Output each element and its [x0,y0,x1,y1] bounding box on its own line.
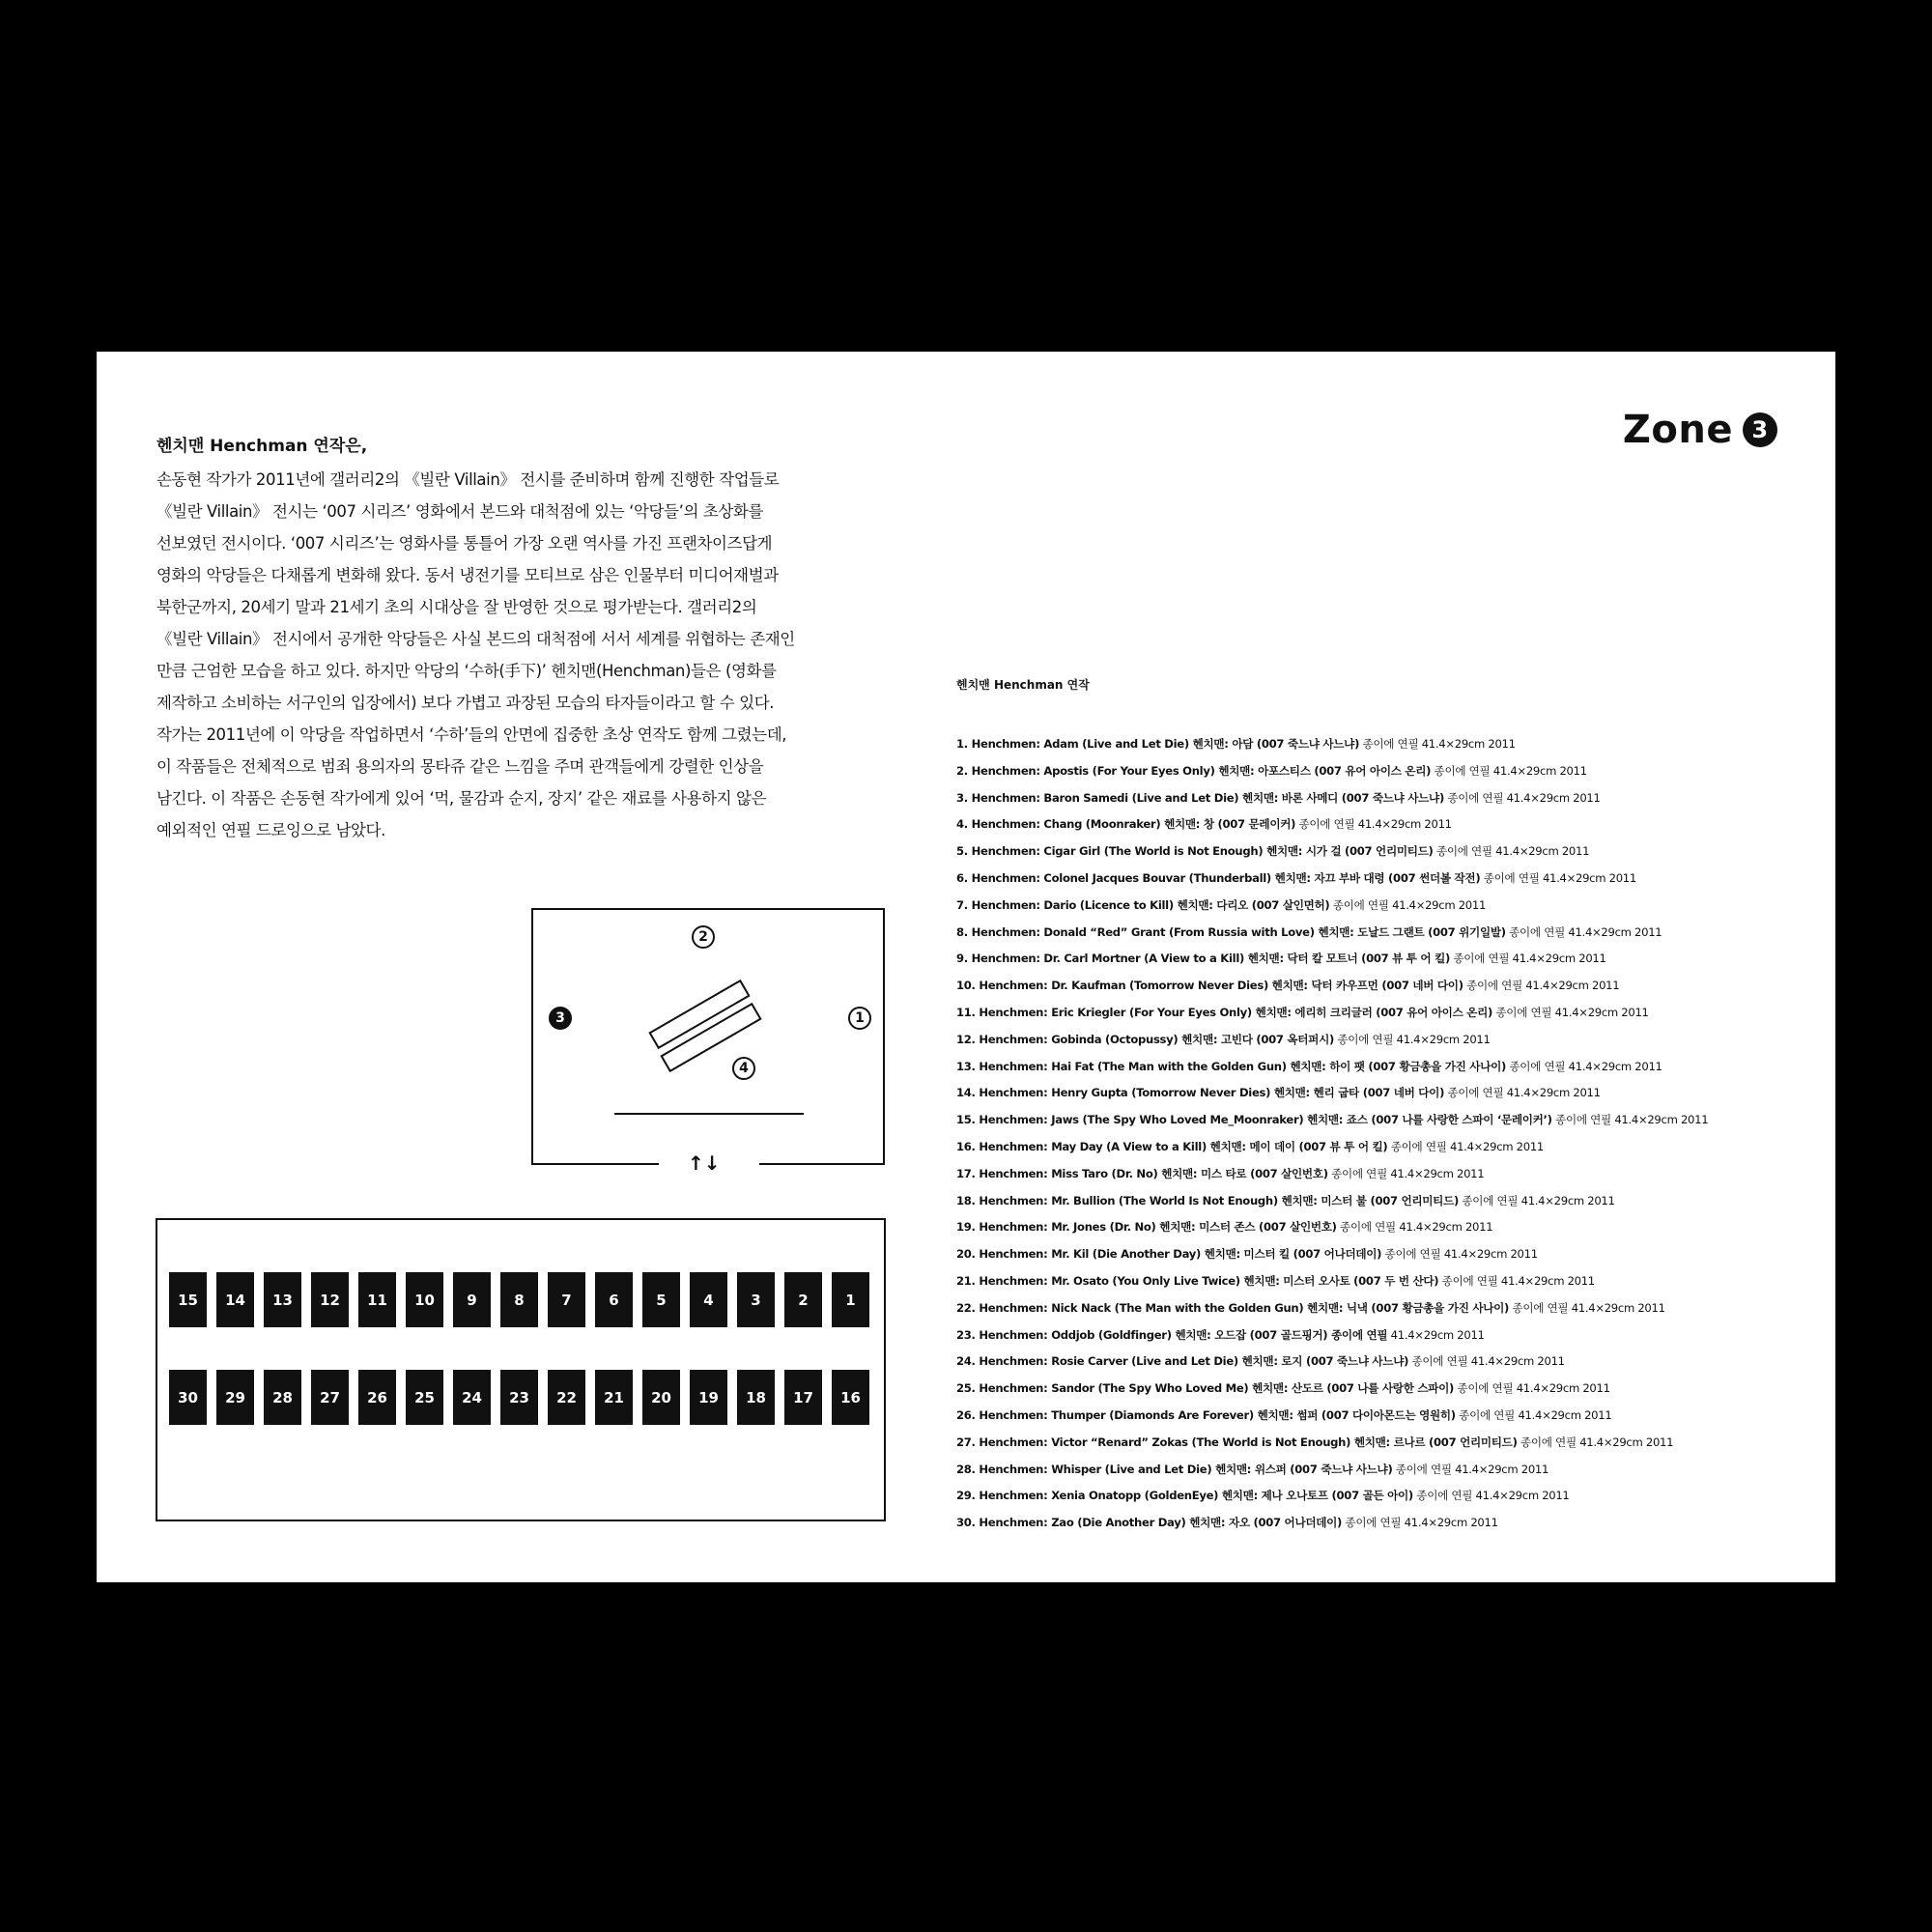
grid-cell: 6 [595,1272,633,1327]
work-title: 6. Henchmen: Colonel Jacques Bouvar (Thunderball) 헨치맨: 자끄 부바 대령 (007 썬더볼 작전) [956,870,1481,885]
grid-cell: 7 [548,1272,585,1327]
list-item [956,1134,1816,1161]
list-item [956,1430,1816,1457]
grid-cell: 9 [453,1272,491,1327]
list-item [956,893,1816,920]
grid-cell: 10 [406,1272,443,1327]
grid-cell: 12 [311,1272,349,1327]
work-title: 15. Henchmen: Jaws (The Spy Who Loved Me_Moonraker) 헨치맨: 죠스 (007 나를 사랑한 스파이 ‘문레이커’) [956,1113,1552,1127]
list-item [956,1295,1816,1322]
work-title: 16. Henchmen: May Day (A View to a Kill) 헨치맨: 메이 데이 (007 뷰 투 어 킬) [956,1139,1388,1153]
work-title: 5. Henchmen: Cigar Girl (The World is Not Enough) 헨치맨: 시가 걸 (007 언리미티드) [956,844,1434,859]
work-detail: 종이에 연필 41.4×29cm 2011 [1381,1247,1538,1262]
grid-row-top [169,1272,869,1327]
work-detail: 종이에 연필 41.4×29cm 2011 [1551,1113,1709,1127]
list-item [956,731,1816,758]
list-item [956,838,1816,866]
list-item [956,785,1816,812]
work-title: 14. Henchmen: Henry Gupta (Tomorrow Never Dies) 헨치맨: 헨리 굽타 (007 네버 다이) [956,1086,1445,1100]
intro-line: 만큼 근엄한 모습을 하고 있다. 하지만 악당의 ‘수하(手下)’ 헨치맨(Henchman)들은 (영화를 [156,662,777,680]
floor-marker-4: 4 [732,1057,755,1080]
grid-cell: 29 [216,1370,254,1425]
list-item [956,1268,1816,1295]
list-item [956,1161,1816,1188]
work-title: 24. Henchmen: Rosie Carver (Live and Let Die) 헨치맨: 로지 (007 죽느냐 사느냐) [956,1354,1409,1369]
grid-row-bottom [169,1370,869,1425]
grid-cell: 21 [595,1370,633,1425]
intro-line: 북한군까지, 20세기 말과 21세기 초의 시대상을 잘 반영한 것으로 평가받는다. 갤러리2의 [156,598,757,616]
grid-cell: 15 [169,1272,207,1327]
list-item [956,1241,1816,1268]
work-detail: 종이에 연필 41.4×29cm 2011 [1431,763,1587,778]
floor-marker-1: 1 [848,1007,871,1030]
work-detail: 종이에 연필 41.4×29cm 2011 [1509,1300,1665,1315]
work-detail: 종이에 연필 41.4×29cm 2011 [1449,952,1606,966]
work-title: 27. Henchmen: Victor “Renard” Zokas (The World is Not Enough) 헨치맨: 르나르 (007 언리미티드) [956,1435,1518,1449]
intro-line: 이 작품들은 전체적으로 범죄 용의자의 몽타쥬 같은 느낌을 주며 관객들에게 강렬한 인상을 [156,757,764,776]
grid-cell: 27 [311,1370,349,1425]
work-title: 12. Henchmen: Gobinda (Octopussy) 헨치맨: 고빈다 (007 옥터퍼시) [956,1032,1334,1046]
intro-line: 손동현 작가가 2011년에 갤러리2의 《빌란 Villain》 전시를 준비하며 함께 진행한 작업들로 [156,470,780,489]
floor-marker-3: 3 [549,1007,572,1030]
work-title: 18. Henchmen: Mr. Bullion (The World Is Not Enough) 헨치맨: 미스터 불 (007 언리미티드) [956,1193,1459,1208]
work-title: 4. Henchmen: Chang (Moonraker) 헨치맨: 창 (007 문레이커) [956,817,1296,832]
work-title: 3. Henchmen: Baron Samedi (Live and Let Die) 헨치맨: 바론 사메디 (007 죽느냐 사느냐) [956,790,1444,805]
list-item [956,1483,1816,1510]
intro-line: 선보였던 전시이다. ‘007 시리즈’는 영화사를 통틀어 가장 오랜 역사를 가진 프랜차이즈답게 [156,534,773,553]
list-item [956,758,1816,785]
intro-line: 영화의 악당들은 다채롭게 변화해 왔다. 동서 냉전기를 모티브로 삼은 인물부터 미디어재벌과 [156,566,779,584]
work-title: 25. Henchmen: Sandor (The Spy Who Loved Me) 헨치맨: 산도르 (007 나를 사랑한 스파이) [956,1381,1455,1396]
floor-marker-2: 2 [692,925,715,949]
list-item [956,1080,1816,1107]
work-detail: 종이에 연필 41.4×29cm 2011 [1454,1381,1610,1396]
work-detail: 종이에 연필 41.4×29cm 2011 [1392,1462,1549,1476]
list-item [956,1107,1816,1134]
grid-cell: 18 [737,1370,775,1425]
grid-cell: 11 [358,1272,396,1327]
list-item [956,1027,1816,1054]
intro-line: 제작하고 소비하는 서구인의 입장에서) 보다 가볍고 과장된 모습의 타자들이라고 할 수 있다. [156,694,775,712]
work-detail: 종이에 연필 41.4×29cm 2011 [1480,870,1636,885]
work-detail: 종이에 연필 41.4×29cm 2011 [1433,844,1590,859]
work-title: 28. Henchmen: Whisper (Live and Let Die) 헨치맨: 위스퍼 (007 죽느냐 사느냐) [956,1462,1393,1476]
works-heading: 헨치맨 Henchman 연작 [956,678,1090,692]
intro-line: 《빌란 Villain》 전시는 ‘007 시리즈’ 영화에서 본드와 대척점에 있는 ‘악당들’의 초상화를 [156,502,763,521]
work-detail: 종이에 연필 41.4×29cm 2011 [1458,1193,1615,1208]
list-item [956,1000,1816,1027]
work-detail: 종이에 연필 41.4×29cm 2011 [1505,924,1662,939]
work-detail: 종이에 연필 41.4×29cm 2011 [1463,979,1620,993]
zone-number-badge: 3 [1743,412,1777,447]
work-title: 21. Henchmen: Mr. Osato (You Only Live Twice) 헨치맨: 미스터 오사토 (007 두 번 산다) [956,1273,1439,1288]
list-item [956,973,1816,1000]
zone-label: Zone [1622,408,1733,452]
grid-cell: 1 [832,1272,869,1327]
work-detail: 종이에 연필 41.4×29cm 2011 [1412,1489,1570,1503]
grid-cell: 5 [642,1272,680,1327]
list-item [956,1054,1816,1081]
list-item [956,866,1816,893]
list-item [956,946,1816,973]
grid-cell: 20 [642,1370,680,1425]
list-item [956,1322,1816,1350]
grid-cell: 23 [500,1370,538,1425]
zone-title [1623,408,1777,452]
entrance-arrows-icon: ↑↓ [688,1151,721,1175]
grid-cell: 28 [264,1370,301,1425]
work-title: 22. Henchmen: Nick Nack (The Man with the Golden Gun) 헨치맨: 닉낵 (007 황금총을 가진 사나이) [956,1300,1510,1315]
list-item [956,920,1816,947]
list-item [956,1188,1816,1215]
work-title: 9. Henchmen: Dr. Carl Mortner (A View to a Kill) 헨치맨: 닥터 칼 모트너 (007 뷰 투 어 킬) [956,952,1450,966]
work-detail: 종이에 연필 41.4×29cm 2011 [1333,1032,1491,1046]
list-item [956,811,1816,838]
grid-cell: 19 [690,1370,727,1425]
work-detail: 종이에 연필 41.4×29cm 2011 [1336,1220,1493,1235]
list-item [956,1214,1816,1241]
work-title: 23. Henchmen: Oddjob (Goldfinger) 헨치맨: 오드잡 (007 골드핑거) 종이에 연필 [956,1327,1388,1342]
grid-cell: 26 [358,1370,396,1425]
work-title: 30. Henchmen: Zao (Die Another Day) 헨치맨: 자오 (007 어나더데이) [956,1516,1343,1530]
work-detail: 종이에 연필 41.4×29cm 2011 [1443,790,1601,805]
work-title: 19. Henchmen: Mr. Jones (Dr. No) 헨치맨: 미스터 존스 (007 살인번호) [956,1220,1337,1235]
work-title: 29. Henchmen: Xenia Onatopp (GoldenEye) 헨치맨: 제나 오나토프 (007 골든 아이) [956,1489,1413,1503]
work-title: 13. Henchmen: Hai Fat (The Man with the Golden Gun) 헨치맨: 하이 팻 (007 황금총을 가진 사나이) [956,1059,1507,1073]
work-detail: 종이에 연필 41.4×29cm 2011 [1327,1166,1485,1180]
work-title: 1. Henchmen: Adam (Live and Let Die) 헨치맨: 아담 (007 죽느냐 사느냐) [956,737,1360,751]
grid-cell: 8 [500,1272,538,1327]
work-detail: 종이에 연필 41.4×29cm 2011 [1359,737,1516,751]
intro-line: 예외적인 연필 드로잉으로 남았다. [156,821,385,839]
list-item [956,1510,1816,1537]
grid-cell: 30 [169,1370,207,1425]
grid-cell: 2 [784,1272,822,1327]
work-detail: 종이에 연필 41.4×29cm 2011 [1387,1139,1544,1153]
grid-cell: 4 [690,1272,727,1327]
grid-cell: 24 [453,1370,491,1425]
work-detail: 종이에 연필 41.4×29cm 2011 [1455,1407,1612,1422]
grid-cell: 17 [784,1370,822,1425]
grid-cell: 16 [832,1370,869,1425]
list-item [956,1403,1816,1430]
work-title: 11. Henchmen: Eric Kriegler (For Your Eyes Only) 헨치맨: 에리히 크리글러 (007 유어 아이스 온리) [956,1005,1493,1019]
intro-line: 《빌란 Villain》 전시에서 공개한 악당들은 사실 본드의 대척점에 서서 세계를 위협하는 존재인 [156,630,795,648]
artwork-layout-grid [156,1218,886,1521]
work-title: 8. Henchmen: Donald “Red” Grant (From Russia with Love) 헨치맨: 도날드 그랜트 (007 위기일발) [956,924,1506,939]
work-detail: 종이에 연필 41.4×29cm 2011 [1492,1005,1649,1019]
work-detail: 종이에 연필 41.4×29cm 2011 [1329,897,1487,912]
grid-cell: 25 [406,1370,443,1425]
work-detail: 종이에 연필 41.4×29cm 2011 [1444,1086,1601,1100]
work-title: 7. Henchmen: Dario (Licence to Kill) 헨치맨: 다리오 (007 살인면허) [956,897,1330,912]
intro-line: 남긴다. 이 작품은 손동현 작가에게 있어 ‘먹, 물감과 순지, 장지’ 같은 재료를 사용하지 않은 [156,789,767,808]
list-item [956,1376,1816,1403]
work-detail: 종이에 연필 41.4×29cm 2011 [1517,1435,1674,1449]
works-list [956,676,1816,1537]
intro-heading: 헨치맨 Henchman 연작은, [156,437,368,456]
work-detail: 41.4×29cm 2011 [1387,1327,1485,1342]
work-title: 2. Henchmen: Apostis (For Your Eyes Only) 헨치맨: 아포스티스 (007 유어 아이스 온리) [956,763,1432,778]
grid-cell: 3 [737,1272,775,1327]
intro-line: 작가는 2011년에 이 악당을 작업하면서 ‘수하’들의 안면에 집중한 초상 연작도 함께 그렸는데, [156,725,787,744]
work-detail: 종이에 연필 41.4×29cm 2011 [1408,1354,1565,1369]
work-title: 20. Henchmen: Mr. Kil (Die Another Day) 헨치맨: 미스터 킬 (007 어나더데이) [956,1247,1382,1262]
wall-line [614,1113,804,1115]
floor-plan-diagram [531,908,885,1175]
work-title: 10. Henchmen: Dr. Kaufman (Tomorrow Never Dies) 헨치맨: 닥터 카우프먼 (007 네버 다이) [956,979,1463,993]
work-title: 17. Henchmen: Miss Taro (Dr. No) 헨치맨: 미스 타로 (007 살인번호) [956,1166,1328,1180]
intro-text [156,435,871,846]
grid-cell: 14 [216,1272,254,1327]
exhibition-page [97,352,1835,1582]
work-detail: 종이에 연필 41.4×29cm 2011 [1506,1059,1662,1073]
work-detail: 종이에 연필 41.4×29cm 2011 [1342,1516,1498,1530]
list-item [956,1349,1816,1376]
work-title: 26. Henchmen: Thumper (Diamonds Are Forever) 헨치맨: 썸퍼 (007 다이아몬드는 영원히) [956,1407,1456,1422]
work-detail: 종이에 연필 41.4×29cm 2011 [1438,1273,1595,1288]
list-item [956,1457,1816,1484]
grid-cell: 13 [264,1272,301,1327]
work-detail: 종이에 연필 41.4×29cm 2011 [1295,817,1452,832]
grid-cell: 22 [548,1370,585,1425]
